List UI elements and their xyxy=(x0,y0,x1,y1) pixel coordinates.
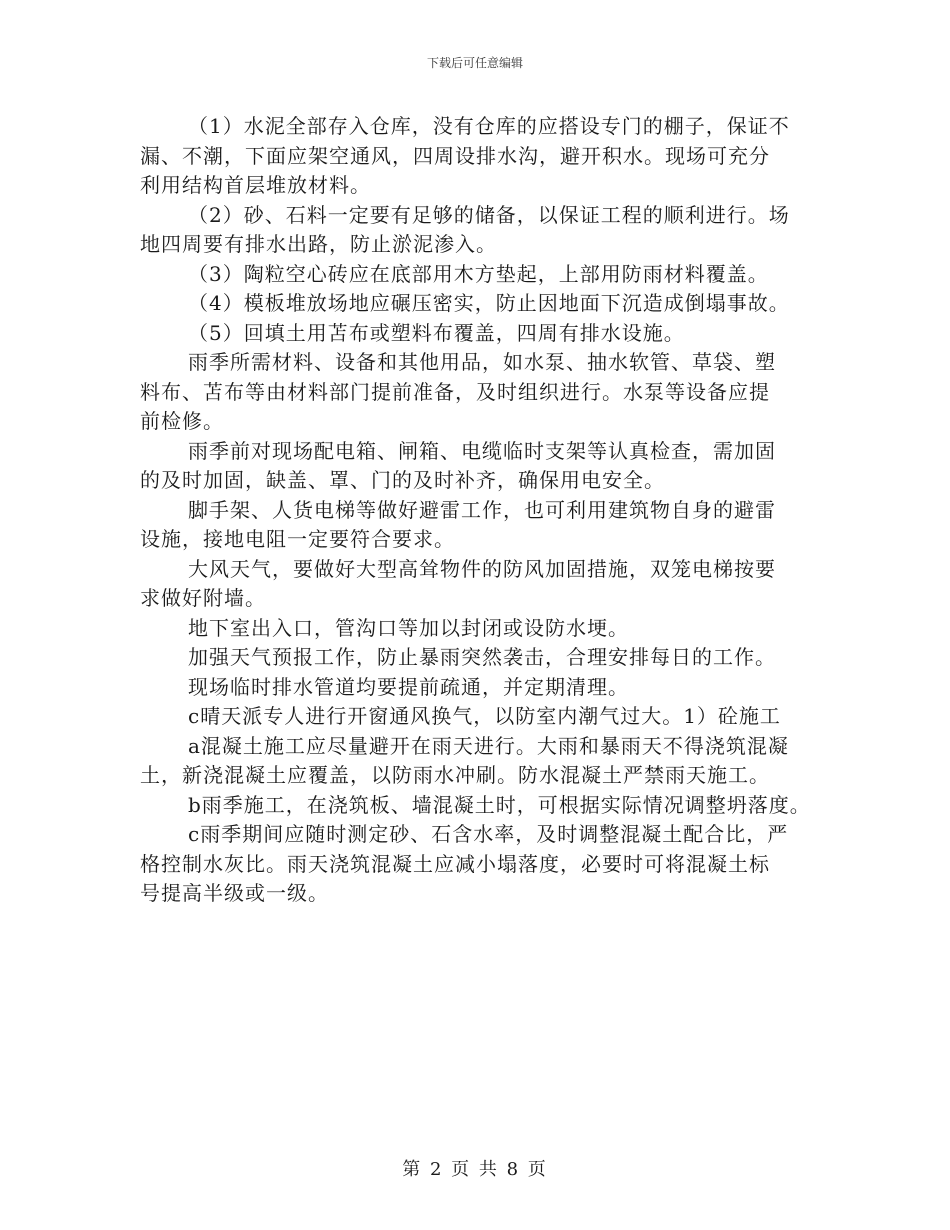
paragraph xyxy=(140,437,810,496)
page-header: 下载后可任意编辑 xyxy=(426,56,523,70)
paragraph xyxy=(140,791,810,821)
paragraph-line: 前检修。 xyxy=(140,409,224,433)
paragraph-line: （4）模板堆放场地应碾压密实，防止因地面下沉造成倒塌事故。 xyxy=(188,291,790,315)
paragraph-line: 号提高半级或一级。 xyxy=(140,881,329,905)
paragraph-line: 大风天气，要做好大型高耸物件的防风加固措施，双笼电梯按要 xyxy=(188,556,776,581)
paragraph xyxy=(140,201,810,260)
paragraph xyxy=(140,112,810,201)
paragraph-line: （3）陶粒空心砖应在底部用木方垫起，上部用防雨材料覆盖。 xyxy=(188,261,769,286)
paragraph-line: 利用结构首层堆放材料。 xyxy=(140,173,371,197)
paragraph xyxy=(140,643,810,673)
paragraph-line: （1）水泥全部存入仓库，没有仓库的应搭设专门的棚子，保证不 xyxy=(188,114,790,138)
page-footer: 第 2 页 共 8 页 xyxy=(402,1159,548,1180)
paragraph-line: c雨季期间应随时测定砂、石含水率，及时调整混凝土配合比，严 xyxy=(188,822,789,846)
paragraph-line: 雨季所需材料、设备和其他用品，如水泵、抽水软管、草袋、塑 xyxy=(188,350,776,374)
paragraph xyxy=(140,260,810,290)
paragraph-line: 地下室出入口，管沟口等加以封闭或设防水埂。 xyxy=(188,615,629,640)
paragraph xyxy=(140,732,810,791)
paragraph xyxy=(140,348,810,437)
paragraph-line: b雨季施工，在浇筑板、墙混凝土时，可根据实际情况调整坍落度。 xyxy=(188,792,811,817)
paragraph-line: 地四周要有排水出路，防止淤泥渗入。 xyxy=(140,232,497,256)
paragraph-line: a混凝土施工应尽量避开在雨天进行。大雨和暴雨天不得浇筑混凝 xyxy=(188,733,789,758)
paragraph-line: 料布、苫布等由材料部门提前准备，及时组织进行。水泵等设备应提 xyxy=(140,379,770,404)
paragraph-line: 雨季前对现场配电箱、闸箱、电缆临时支架等认真检查，需加固 xyxy=(188,438,776,463)
paragraph xyxy=(140,555,810,614)
paragraph-line: （5）回填土用苫布或塑料布覆盖，四周有排水设施。 xyxy=(188,320,685,345)
document-body xyxy=(140,112,810,909)
paragraph-line: 的及时加固，缺盖、罩、门的及时补齐，确保用电安全。 xyxy=(140,468,665,492)
paragraph xyxy=(140,289,810,319)
paragraph-line: 脚手架、人货电梯等做好避雷工作，也可利用建筑物自身的避雷 xyxy=(188,497,776,522)
paragraph-line: 格控制水灰比。雨天浇筑混凝土应减小塌落度，必要时可将混凝土标 xyxy=(140,851,770,876)
paragraph xyxy=(140,614,810,644)
paragraph-line: 加强天气预报工作，防止暴雨突然袭击，合理安排每日的工作。 xyxy=(188,645,776,669)
paragraph-line: 求做好附墙。 xyxy=(140,586,266,610)
paragraph-line: 漏、不潮，下面应架空通风，四周设排水沟，避开积水。现场可充分 xyxy=(140,143,770,168)
paragraph xyxy=(140,673,810,703)
paragraph xyxy=(140,496,810,555)
paragraph-line: （2）砂、石料一定要有足够的储备，以保证工程的顺利进行。场 xyxy=(188,202,790,227)
paragraph-line: 设施，接地电阻一定要符合要求。 xyxy=(140,527,455,551)
paragraph-line: c晴天派专人进行开窗通风换气，以防室内潮气过大。1）砼施工 xyxy=(188,704,781,728)
paragraph-line: 土，新浇混凝土应覆盖，以防雨水冲刷。防水混凝土严禁雨天施工。 xyxy=(140,763,770,787)
paragraph xyxy=(140,820,810,909)
paragraph-line: 现场临时排水管道均要提前疏通，并定期清理。 xyxy=(188,674,629,699)
paragraph xyxy=(140,319,810,349)
paragraph xyxy=(140,702,810,732)
